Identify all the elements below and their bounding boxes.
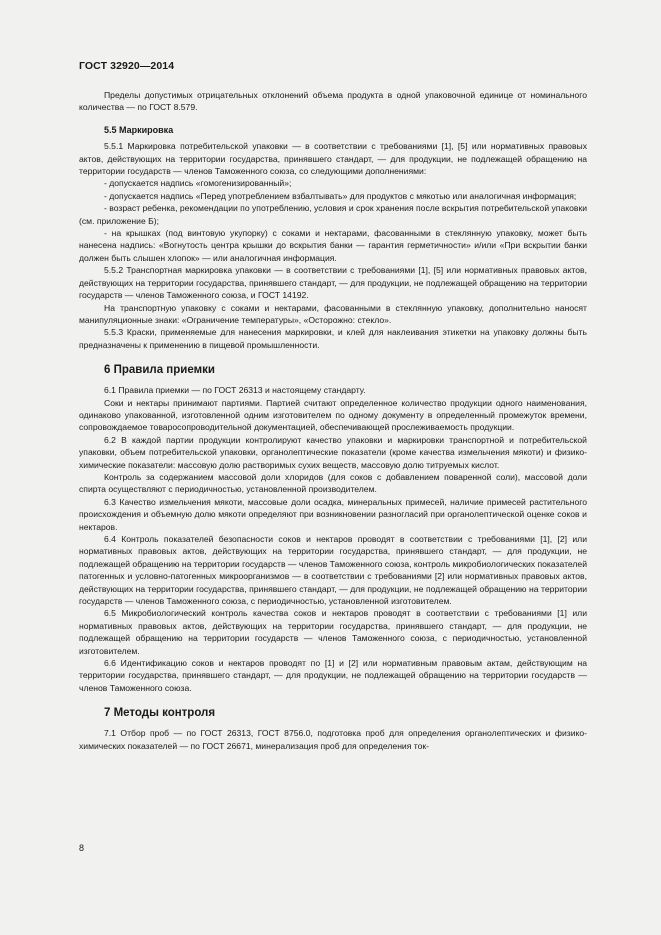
section-5-5-title: 5.5 Маркировка	[104, 124, 174, 135]
paragraph-5-5-1: 5.5.1 Маркировка потребительской упаковки — в соответствии с требованиями [1], [5] или нормативных правовых актов, действующих на территории государства, принявшего стандарт, — для продукции, не подлежащей обращению на территории государств — членов Таможенного союза, со следующими дополнениями:	[79, 141, 587, 177]
list-item: - возраст ребенка, рекомендации по употреблению, условия и срок хранения после вскрытия потребительской упаковки (см. приложение Б);	[79, 203, 587, 226]
paragraph-7-1: 7.1 Отбор проб — по ГОСТ 26313, ГОСТ 8756.0, подготовка проб для определения органолептических и физико-химических показателей — по ГОСТ 26671, минерализация проб для определения ток-	[79, 728, 587, 751]
paragraph-batches: Соки и нектары принимают партиями. Партией считают определенное количество продукции одного наименования, одинаково упакованной, изготовленной одним изготовителем по одному документу в определенный промежуток времени, сопровождаемое товаросопроводительной документацией, обеспечивающей прослеживаемость продукции.	[79, 397, 587, 433]
paragraph-6-2: 6.2 В каждой партии продукции контролируют качество упаковки и маркировки транспортной и потребительской упаковки, объем потребительской упаковки, органолептические показатели (кроме качества измельчения мякоти) и физико-химические показатели: массовую долю растворимых сухих веществ, массовую долю титруемых кислот.	[79, 434, 587, 470]
paragraph-6-4: 6.4 Контроль показателей безопасности соков и нектаров проводят в соответствии с требованиями [1], [2] или нормативных правовых актов, действующих на территории государства, принявшего стандарт, — для продукции, не подлежащей обращению на территории государств — членов Таможенного союза, контроль микробиологических показателей патогенных и условно-патогенных микроорганизмов — в соответствии с требованиями [2] или нормативных правовых актов, действующих на территории государства, принявшего стандарт, — для продукции, не подлежащей обращению на территории государств — членов Таможенного союза, с периодичностью, установленной изготовителем.	[79, 534, 587, 607]
list-item: - допускается надпись «гомогенизированный»;	[104, 178, 292, 189]
section-6-title: 6 Правила приемки	[104, 364, 215, 377]
paragraph-5-5-2: 5.5.2 Транспортная маркировка упаковки — в соответствии с требованиями [1], [5] или нормативных правовых актов, действующих на территории государства, принявшего стандарт, — для продукции, не подлежащей обращению на территории государств — членов Таможенного союза, и ГОСТ 14192.	[79, 265, 587, 301]
paragraph-5-5-3: 5.5.3 Краски, применяемые для нанесения маркировки, и клей для наклеивания этикетки на упаковку должны быть предназначены к применению в пищевой промышленности.	[79, 327, 587, 350]
paragraph-6-1: 6.1 Правила приемки — по ГОСТ 26313 и настоящему стандарту.	[104, 385, 366, 396]
document-body	[79, 89, 587, 752]
page-number: 8	[79, 843, 85, 853]
paragraph-6-5: 6.5 Микробиологический контроль качества соков и нектаров проводят в соответствии с требованиями [1] или нормативных правовых актов, действующих на территории государства, принявшего стандарт, — для продукции, не подлежащей обращению на территории государств — членов Таможенного союза, с периодичностью, установленной изготовителем.	[79, 608, 587, 656]
paragraph-transport-marking: На транспортную упаковку с соками и нектарами, фасованными в стеклянную упаковку, дополнительно наносят манипуляционные знаки: «Ограничение температуры», «Осторожно: стекло».	[79, 302, 587, 325]
intro-paragraph: Пределы допустимых отрицательных отклонений объема продукта в одной упаковочной единице от номинального количества — по ГОСТ 8.579.	[79, 90, 587, 113]
list-item: - на крышках (под винтовую укупорку) с соками и нектарами, фасованными в стеклянную упаковку, может быть нанесена надпись: «Вогнутость центра крышки до вскрытия банки — гарантия герметичности» и/или «При вскрытии банки должен быть слышен хлопок» — или аналогичная информация.	[79, 228, 587, 263]
paragraph-6-3: 6.3 Качество измельчения мякоти, массовые доли осадка, минеральных примесей, наличие примесей растительного происхождения и объемную долю мякоти определяют при возникновении разногласий при органолептической оценке соков и нектаров.	[79, 496, 587, 532]
paragraph-chlorides: Контроль за содержанием массовой доли хлоридов (для соков с добавлением поваренной соли), массовой доли спирта осуществляют с периодичностью, установленной производителем.	[79, 471, 587, 495]
list-item: - допускается надпись «Перед употреблением взбалтывать» для продуктов с мякотью или аналогичная информация;	[104, 190, 577, 201]
document-code-header: ГОСТ 32920—2014	[79, 60, 175, 72]
section-7-title: 7 Методы контроля	[104, 707, 216, 720]
paragraph-6-6: 6.6 Идентификацию соков и нектаров проводят по [1] и [2] или нормативным правовым актам, действующим на территории государства, принявшего стандарт, — для продукции, не подлежащей обращению на территории государств — членов Таможенного союза.	[79, 658, 587, 693]
